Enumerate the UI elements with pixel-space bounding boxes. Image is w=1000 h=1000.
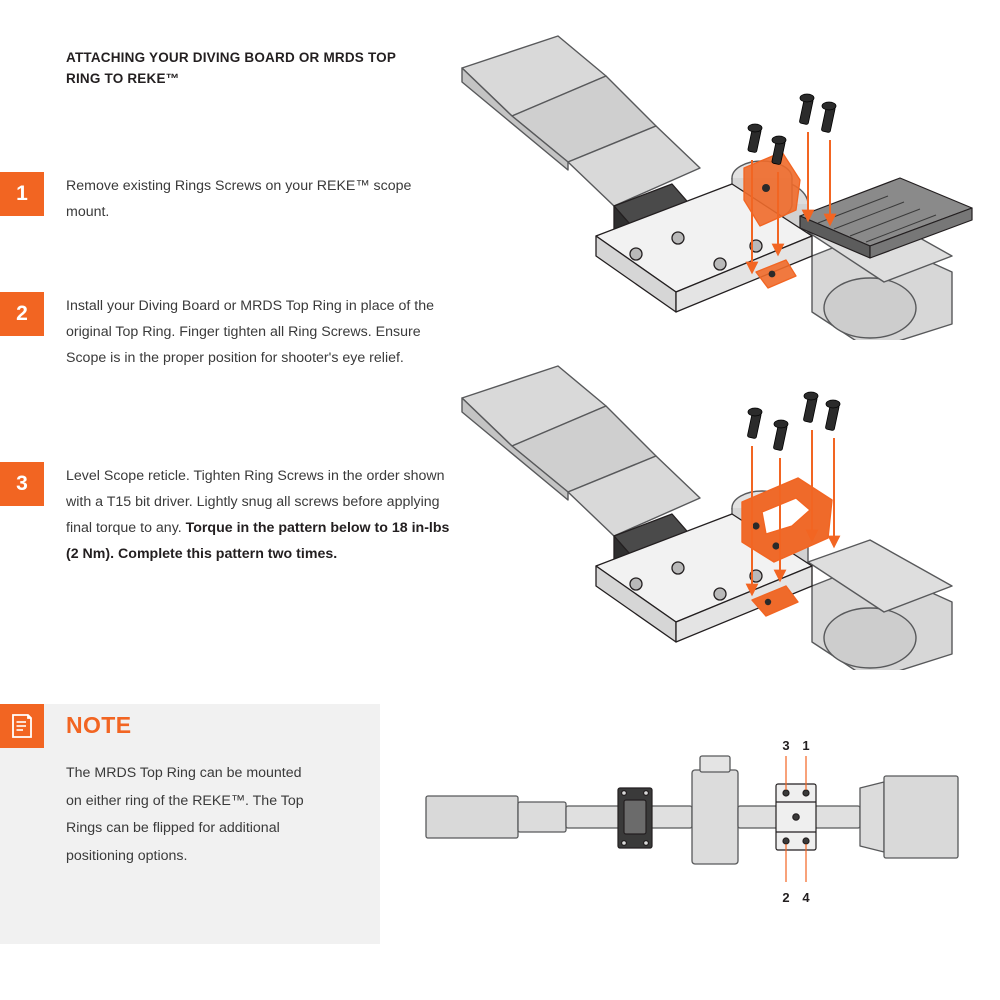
step-1-text: Remove existing Rings Screws on your REKE™ scope mount. xyxy=(66,178,412,220)
note-title: NOTE xyxy=(66,712,132,738)
step-3-text-emphasis: Torque in the pattern below to 18 in-lbs (2 Nm). Complete this pattern two times. xyxy=(66,519,450,562)
note-block xyxy=(0,704,380,944)
illustration-step-1 xyxy=(400,20,980,340)
note-page-icon xyxy=(0,704,44,748)
torque-label-top-right: 1 xyxy=(802,738,810,753)
torque-label-bottom-right: 4 xyxy=(802,890,810,905)
screw-group xyxy=(748,94,836,165)
illustration-torque-pattern xyxy=(400,730,980,930)
illustration-step-3 xyxy=(400,350,980,670)
step-1-number: 1 xyxy=(0,172,44,216)
step-2-text: Install your Diving Board or MRDS Top Ring in place of the original Top Ring. Finger tighten all Ring Screws. Ensure Scope is in the proper position for shooter's eye relief. xyxy=(66,298,435,366)
step-2 xyxy=(0,292,458,372)
step-3 xyxy=(0,462,458,567)
step-2-number: 2 xyxy=(0,292,44,336)
torque-label-top-left: 3 xyxy=(782,738,790,753)
page-title: ATTACHING YOUR DIVING BOARD OR MRDS TOP RING TO REKE™ xyxy=(66,50,396,86)
torque-label-bottom-left: 2 xyxy=(782,890,790,905)
step-1 xyxy=(0,172,458,226)
step-3-number: 3 xyxy=(0,462,44,506)
step-3-text-plain: Level Scope reticle. Tighten Ring Screws in the order shown with a T15 bit driver. Lightly snug all screws before applying final torque to any. xyxy=(66,468,445,536)
note-body: The MRDS Top Ring can be mounted on either ring of the REKE™. The Top Rings can be flipped for additional positioning options. xyxy=(66,765,304,865)
